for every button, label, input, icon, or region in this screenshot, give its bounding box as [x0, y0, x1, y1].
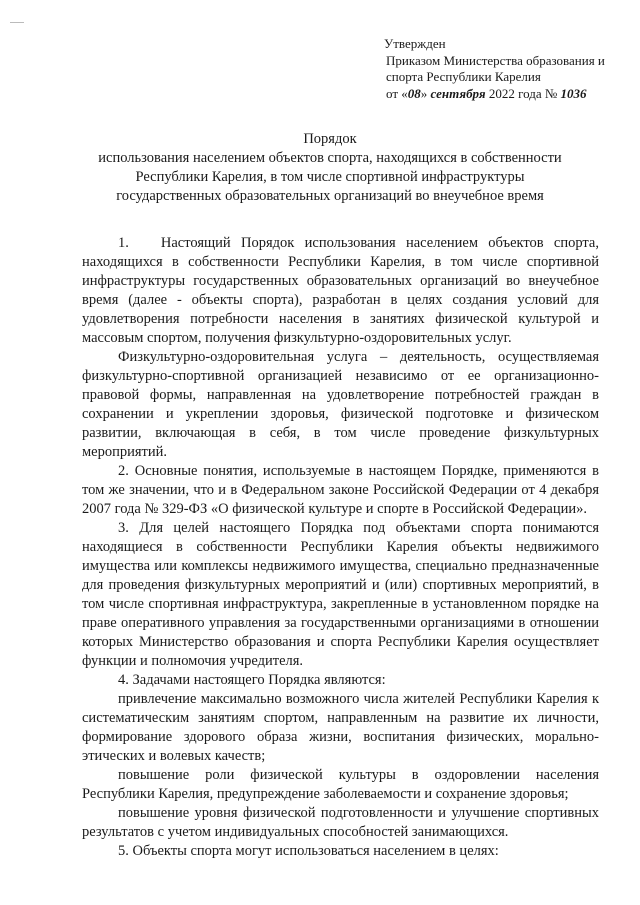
approval-block [384, 36, 634, 102]
approval-number: 1036 [560, 85, 587, 101]
paragraph-4: 3. Для целей настоящего Порядка под объектами спорта понимаются находящиеся в собственности Республики Карелия объекты недвижимого имущества или комплексы недвижимого имущества, специально предназначенные для проведения физкультурных мероприятий и (или) спортивных мероприятий, в том числе спортивная инфраструктура, закрепленные в установленном порядке на праве оперативного управления за государственными организациями в отношении которых Министерство образования и спорта Республики Карелия осуществляет функции и полномочия учредителя. [82, 520, 599, 669]
scan-mark [10, 22, 24, 23]
paragraph-1-text: Настоящий Порядок использования населением объектов спорта, находящихся в собственности Республики Карелия, в том числе спортивной инфраструктуры государственных образовательных организаций во внеучебное время (далее - объекты спорта), разработан в целях создания условий для удовлетворения потребности населения в занятиях физической культурой и массовым спортом, получения физкультурно-оздоровительных услуг. [82, 235, 599, 346]
approval-day: 08 [407, 85, 421, 101]
paragraph-1-number: 1. [118, 235, 129, 251]
approval-year: 2022 года № [488, 85, 558, 101]
approval-date-mid: » [420, 85, 428, 101]
title-line-2: Республики Карелия, в том числе спортивной инфраструктуры [135, 169, 525, 185]
paragraph-8: повышение уровня физической подготовленности и улучшение спортивных результатов с учетом индивидуальных способностей занимающихся. [82, 805, 599, 840]
document-title [60, 130, 600, 206]
approval-line-3: спорта Республики Карелия [386, 69, 541, 84]
title-line-1: использования населением объектов спорта, находящихся в собственности [98, 150, 562, 166]
paragraph-3: 2. Основные понятия, используемые в настоящем Порядке, применяются в том же значении, что и в Федеральном законе Российской Федерации от 4 декабря 2007 года № 329-ФЗ «О физической культуре и спорте в Российской Федерации». [82, 463, 599, 517]
paragraph-1 [82, 234, 599, 348]
approval-date-prefix: от « [386, 85, 408, 101]
paragraph-7: повышение роли физической культуры в оздоровлении населения Республики Карелия, предупреждение заболеваемости и сохранение здоровья; [82, 767, 599, 802]
approval-line-2: Приказом Министерства образования и [386, 52, 605, 68]
paragraph-5: 4. Задачами настоящего Порядка являются: [118, 672, 386, 688]
approval-month: сентября [430, 85, 486, 101]
paragraph-6: привлечение максимально возможного числа жителей Республики Карелия к систематическим занятиям спортом, направленным на развитие их личности, формирование здорового образа жизни, воспитания физических, морально-этических и волевых качеств; [82, 691, 599, 764]
approval-line-1: Утвержден [384, 36, 446, 51]
document-body [82, 234, 599, 861]
title-line-3: государственных образовательных организаций во внеучебное время [116, 188, 544, 204]
paragraph-2: Физкультурно-оздоровительная услуга – деятельность, осуществляемая физкультурно-спортивной организацией независимо от ее организационно-правовой формы, направленная на удовлетворение потребностей граждан в сохранении и укреплении здоровья, физической подготовке и физическом развитии, включающая в себя, в том числе проведение физкультурных мероприятий. [82, 349, 599, 460]
approval-line-4 [384, 86, 634, 103]
title-heading: Порядок [303, 131, 357, 147]
paragraph-9: 5. Объекты спорта могут использоваться населением в целях: [118, 843, 499, 859]
